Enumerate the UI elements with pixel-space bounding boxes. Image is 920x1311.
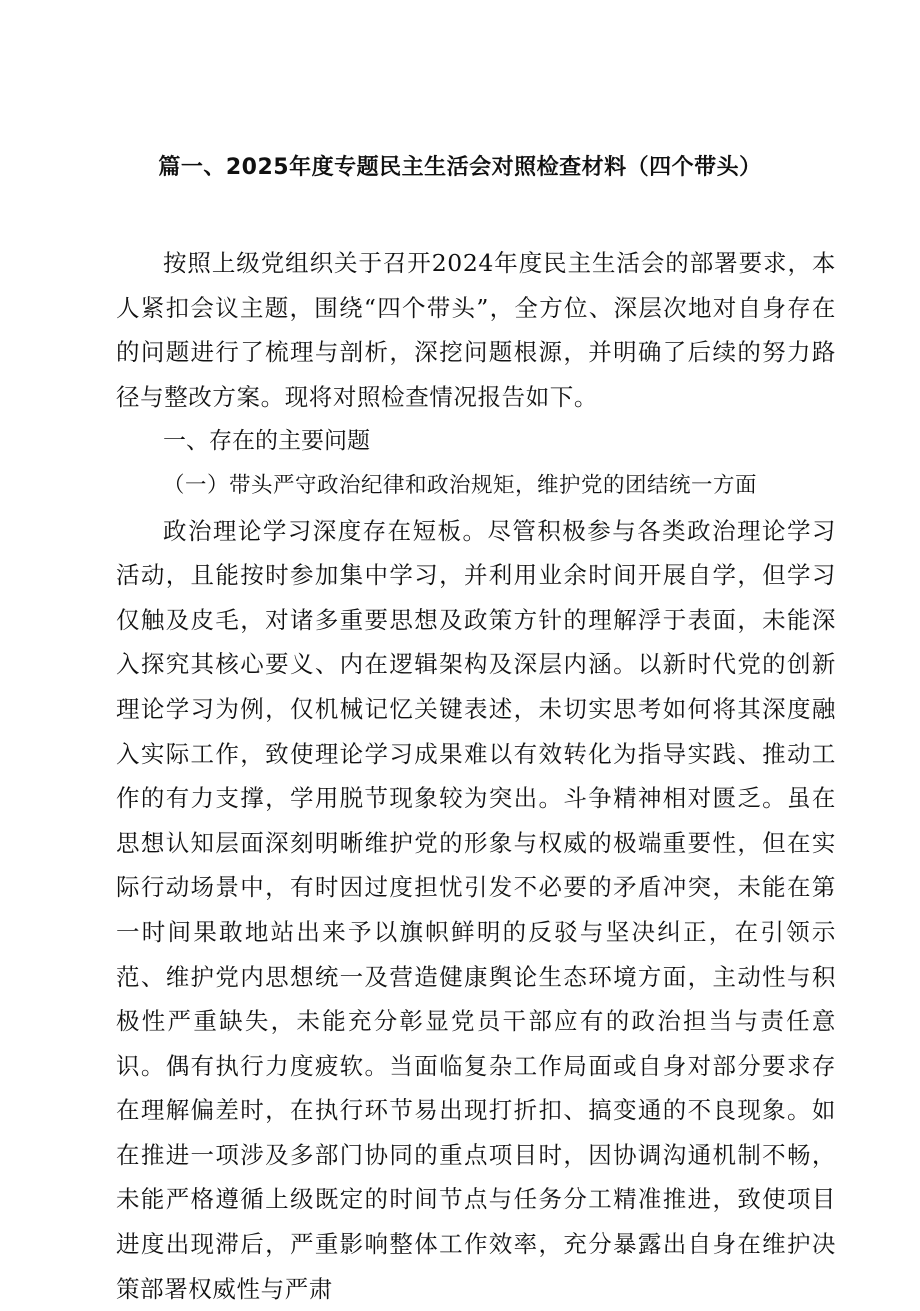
- intro-paragraph: 按照上级党组织关于召开2024年度民主生活会的部署要求，本人紧扣会议主题，围绕“四个带头”，全方位、深层次地对自身存在的问题进行了梳理与剖析，深挖问题根源，并明确了后续的努力路径与整改方案。现将对照检查情况报告如下。: [116, 249, 836, 411]
- document-body: [116, 241, 836, 1311]
- subsection-heading: （一）带头严守政治纪律和政治规矩，维护党的团结统一方面: [163, 472, 758, 498]
- body-paragraph: 政治理论学习深度存在短板。尽管积极参与各类政治理论学习活动，且能按时参加集中学习，并利用业余时间开展自学，但学习仅触及皮毛，对诸多重要思想及政策方针的理解浮于表面，未能深入探究其核心要义、内在逻辑架构及深层内涵。以新时代党的创新理论学习为例，仅机械记忆关键表述，未切实思考如何将其深度融入实际工作，致使理论学习成果难以有效转化为指导实践、推动工作的有力支撑，学用脱节现象较为突出。斗争精神相对匮乏。虽在思想认知层面深刻明晰维护党的形象与权威的极端重要性，但在实际行动场景中，有时因过度担忧引发不必要的矛盾冲突，未能在第一时间果敢地站出来予以旗帜鲜明的反驳与坚决纠正，在引领示范、维护党内思想统一及营造健康舆论生态环境方面，主动性与积极性严重缺失，未能充分彰显党员干部应有的政治担当与责任意识。偶有执行力度疲软。当面临复杂工作局面或自身对部分要求存在理解偏差时，在执行环节易出现打折扣、搞变通的不良现象。如在推进一项涉及多部门协同的重点项目时，因协调沟通机制不畅，未能严格遵循上级既定的时间节点与任务分工精准推进，致使项目进度出现滞后，严重影响整体工作效率，充分暴露出自身在维护决策部署权威性与严肃: [116, 516, 836, 1303]
- document-title: 篇一、2025年度专题民主生活会对照检查材料（四个带头）: [158, 155, 762, 180]
- section-heading: 一、存在的主要问题: [163, 428, 370, 455]
